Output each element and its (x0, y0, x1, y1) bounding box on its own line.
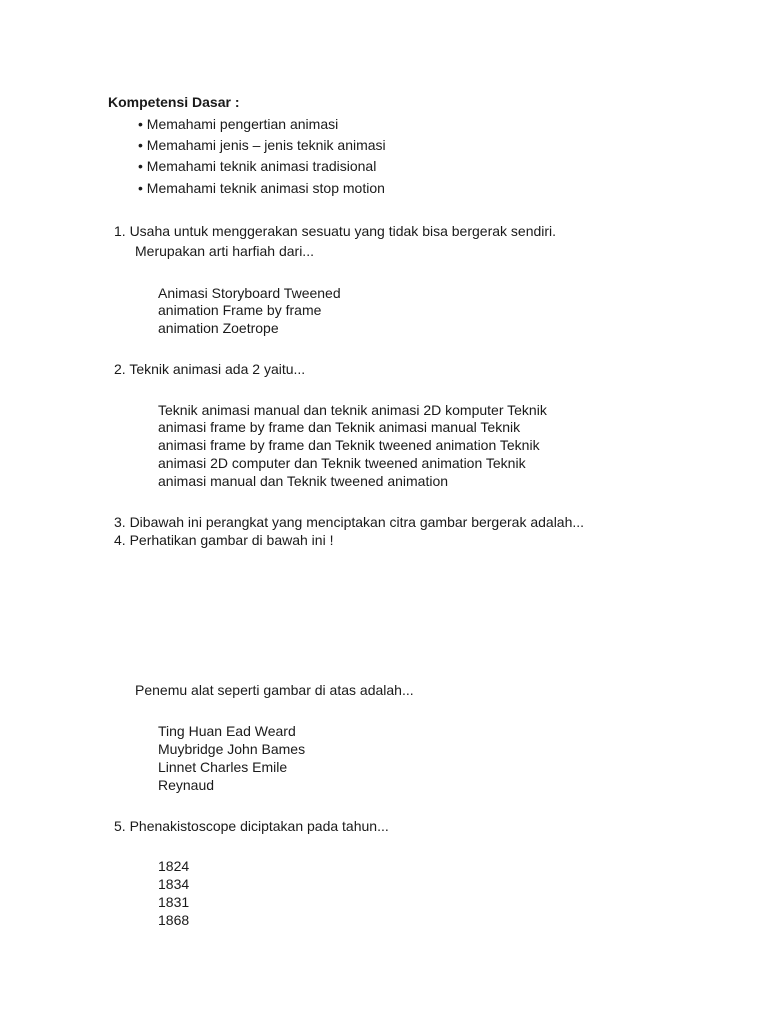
question-4: 4. Perhatikan gambar di bawah ini ! (114, 532, 334, 548)
question-1-line1: 1. Usaha untuk menggerakan sesuatu yang tidak bisa bergerak sendiri. (114, 223, 557, 239)
question-1-option: animation Zoetrope (158, 320, 279, 336)
question-2: 2. Teknik animasi ada 2 yaitu... (114, 361, 306, 377)
question-1-option: Animasi Storyboard Tweened (158, 285, 341, 301)
question-4-option: Muybridge John Bames (158, 741, 306, 757)
kompetensi-heading: Kompetensi Dasar : (108, 94, 240, 110)
question-2-option: animasi frame by frame dan Teknik animasi manual Teknik (158, 419, 521, 435)
question-5-option: 1834 (158, 876, 190, 892)
kompetensi-bullet: • Memahami jenis – jenis teknik animasi (138, 137, 386, 153)
question-5-option: 1824 (158, 858, 190, 874)
question-5: 5. Phenakistoscope diciptakan pada tahun... (114, 818, 389, 834)
kompetensi-bullet: • Memahami pengertian animasi (138, 116, 339, 132)
question-4-option: Linnet Charles Emile (158, 759, 288, 775)
question-4-option: Ting Huan Ead Weard (158, 723, 296, 739)
question-4-sub: Penemu alat seperti gambar di atas adalah... (135, 682, 414, 698)
question-3: 3. Dibawah ini perangkat yang menciptakan citra gambar bergerak adalah... (114, 514, 585, 530)
question-1-option: animation Frame by frame (158, 302, 322, 318)
question-5-option: 1831 (158, 894, 190, 910)
question-2-option: animasi frame by frame dan Teknik tweened animation Teknik (158, 437, 540, 453)
question-2-option: animasi manual dan Teknik tweened animation (158, 473, 449, 489)
question-5-option: 1868 (158, 912, 190, 928)
question-2-option: animasi 2D computer dan Teknik tweened animation Teknik (158, 455, 526, 471)
kompetensi-bullet: • Memahami teknik animasi tradisional (138, 158, 377, 174)
kompetensi-bullet: • Memahami teknik animasi stop motion (138, 180, 385, 196)
question-2-option: Teknik animasi manual dan teknik animasi 2D komputer Teknik (158, 402, 547, 418)
question-4-option: Reynaud (158, 777, 215, 793)
question-1-line2: Merupakan arti harfiah dari... (135, 243, 314, 259)
